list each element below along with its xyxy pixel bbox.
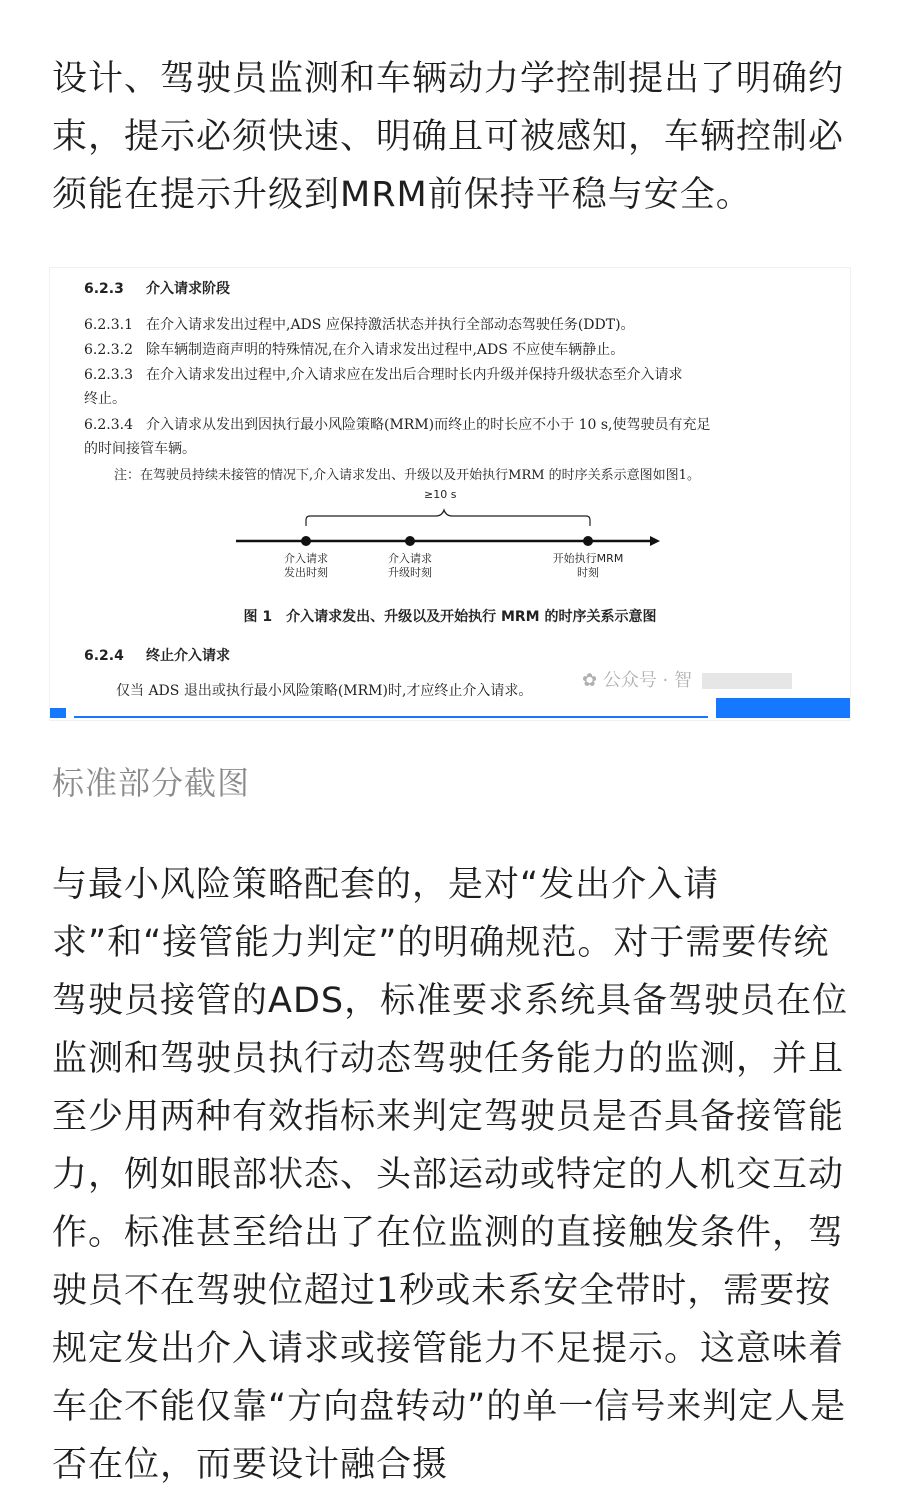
clause-number: 6.2.3.1 <box>84 317 133 333</box>
point-label-line: 开始执行MRM <box>552 552 624 565</box>
article-paragraph-1: 设计、驾驶员监测和车辆动力学控制提出了明确约束，提示必须快速、明确且可被感知，车辆控制必须能在提示升级到MRM前保持平稳与安全。 <box>52 59 845 215</box>
section-number: 6.2.3 <box>84 281 124 297</box>
watermark-blur <box>702 673 792 689</box>
clause-number: 6.2.3.4 <box>84 417 133 433</box>
clause-continuation: 终止。 <box>84 391 126 407</box>
timeline-point-escalate <box>405 536 415 546</box>
section-title: 终止介入请求 <box>146 648 230 664</box>
section-6-2-4-heading <box>84 645 230 665</box>
clause-text: 介入请求从发出到因执行最小风险策略(MRM)而终止的时长应不小于 10 s,使驾驶员有充足 <box>146 417 711 433</box>
timeline-arrow-icon <box>650 536 660 546</box>
duration-brace <box>306 510 590 526</box>
image-caption: 标准部分截图 <box>52 764 251 802</box>
wechat-icon: ✿ <box>582 670 598 691</box>
figure-note: 注：在驾驶员持续未接管的情况下,介入请求发出、升级以及开始执行MRM 的时序关系示意图如图1。 <box>114 468 700 483</box>
clause-6-2-3-4 <box>84 414 710 434</box>
watermark-text: 公众号 · 智 <box>602 670 692 691</box>
article-paragraph-2: 与最小风险策略配套的，是对“发出介入请求”和“接管能力判定”的明确规范。对于需要传统驾驶员接管的ADS，标准要求系统具备驾驶员在位监测和驾驶员执行动态驾驶任务能力的监测，并且至少用两种有效指标来判定驾驶员是否具备接管能力，例如眼部状态、头部运动或特定的人机交互动作。标准甚至给出了在位监测的直接触发条件，驾驶员不在驾驶位超过1秒或未系安全带时，需要按规定发出介入请求或接管能力不足提示。这意味着车企不能仅靠“方向盘转动”的单一信号来判定人是否在位，而要设计融合摄 <box>52 865 849 1485</box>
section-number: 6.2.4 <box>84 648 124 664</box>
accent-bar-right <box>716 698 850 718</box>
clause-text: 除车辆制造商声明的特殊情况,在介入请求发出过程中,ADS 不应使车辆静止。 <box>146 342 625 358</box>
point-label-line: 时刻 <box>577 566 599 579</box>
timeline-point-issue <box>301 536 311 546</box>
brace-label: ≥10 s <box>424 488 457 501</box>
point-label-mrm <box>548 552 628 580</box>
timing-diagram <box>230 486 670 586</box>
clause-text: 在介入请求发出过程中,ADS 应保持激活状态并执行全部动态驾驶任务(DDT)。 <box>146 317 635 333</box>
figure-caption: 图 1 介入请求发出、升级以及开始执行 MRM 的时序关系示意图 <box>243 609 657 625</box>
clause-6-2-3-1 <box>84 314 635 334</box>
clause-text: 在介入请求发出过程中,介入请求应在发出后合理时长内升级并保持升级状态至介入请求 <box>146 367 683 383</box>
clause-6-2-3-2 <box>84 339 624 359</box>
clause-continuation: 的时间接管车辆。 <box>84 441 196 457</box>
point-label-escalate <box>382 552 438 580</box>
point-label-issue <box>278 552 334 580</box>
clause-number: 6.2.3.2 <box>84 342 133 358</box>
termination-text: 仅当 ADS 退出或执行最小风险策略(MRM)时,才应终止介入请求。 <box>116 683 533 699</box>
point-label-line: 升级时刻 <box>388 566 432 579</box>
point-label-line: 介入请求 <box>388 552 432 565</box>
accent-bar-line <box>74 716 708 718</box>
accent-bar-left <box>50 708 66 718</box>
watermark <box>582 666 792 692</box>
clause-6-2-3-3 <box>84 364 682 384</box>
timeline-point-mrm <box>583 536 593 546</box>
clause-number: 6.2.3.3 <box>84 367 133 383</box>
section-6-2-3-heading <box>84 278 230 298</box>
section-title: 介入请求阶段 <box>146 281 230 297</box>
standard-excerpt-image <box>50 268 850 720</box>
point-label-line: 介入请求 <box>284 552 328 565</box>
point-label-line: 发出时刻 <box>284 566 328 579</box>
